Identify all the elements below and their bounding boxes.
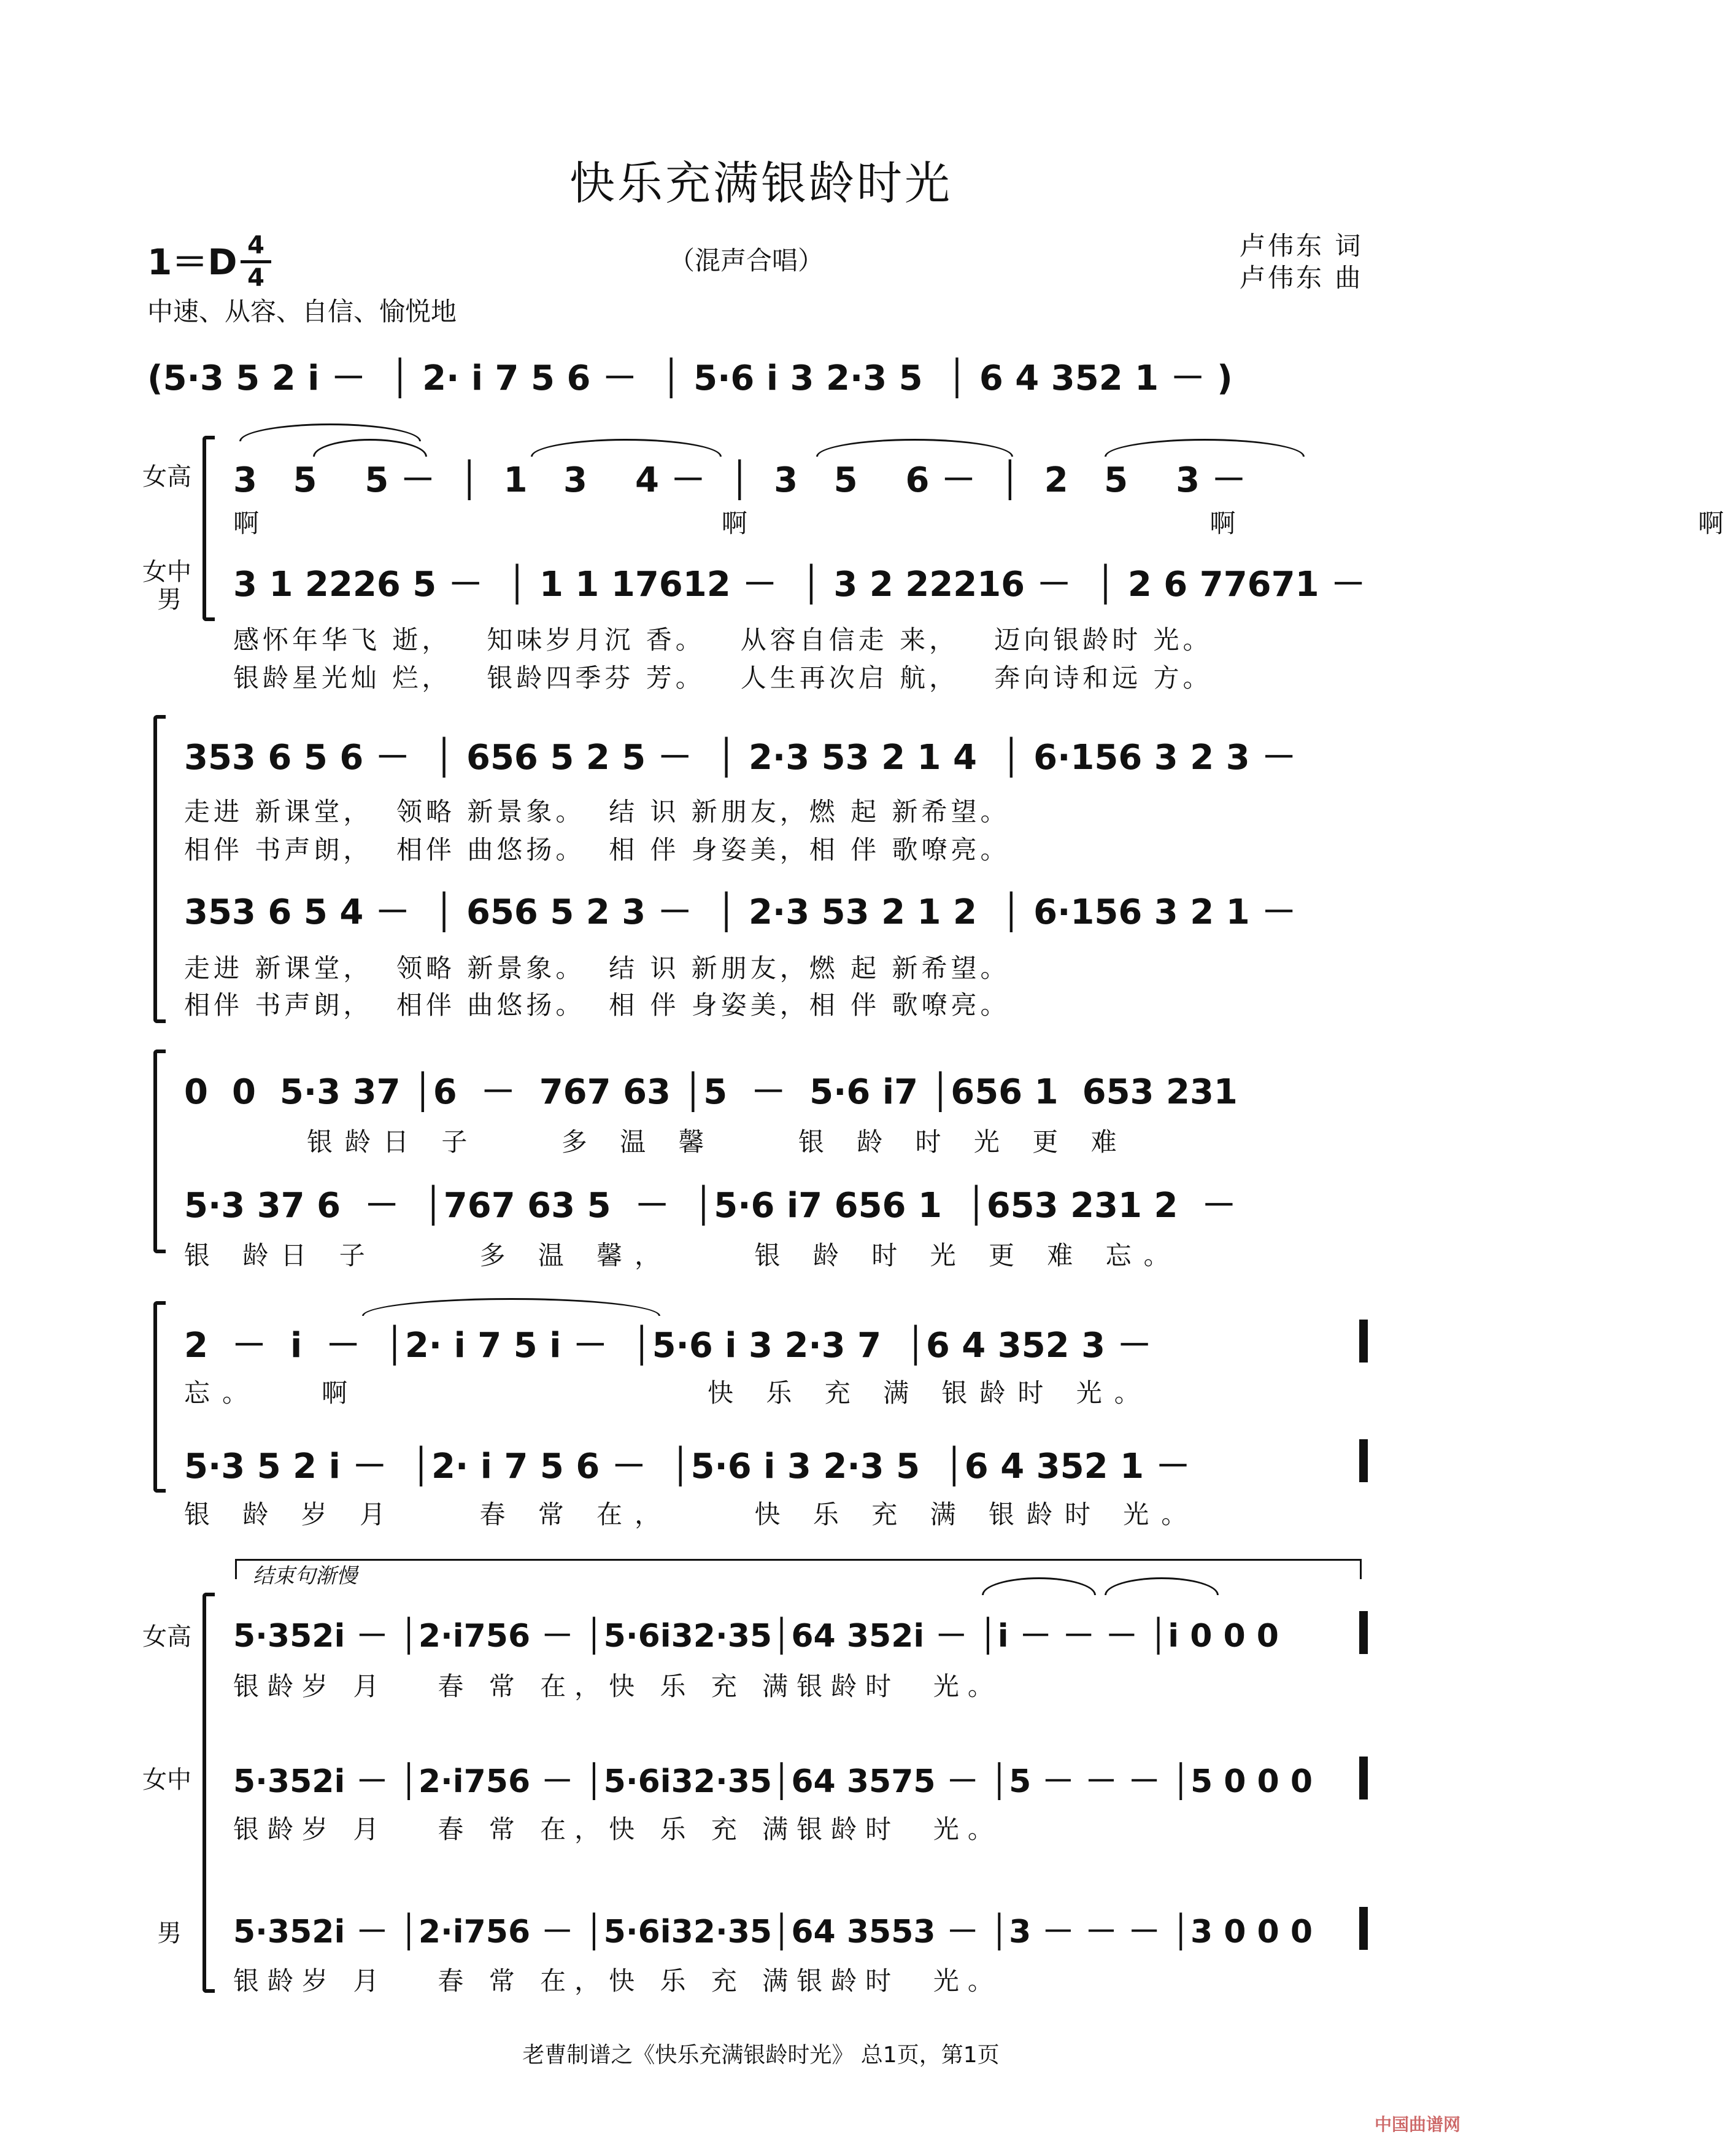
system1-lyrics-verse2: 银龄星光灿 烂， 银龄四季芬 芳。 人生再次启 航， 奔向诗和远 方。 <box>233 663 1213 693</box>
ritardando-label: 结束句渐慢 <box>253 1564 357 1588</box>
ritardando-bracket <box>235 1559 1362 1579</box>
system2-bottom-notes: 353 6 5 4 － │ 656 5 2 3 － │ 2·3 53 2 1 2 │ 6·156 3 2 1 － <box>184 892 1297 932</box>
repeat-end-barline <box>1359 1320 1368 1363</box>
system3-top-notes: 0 0 5·3 37 │6 － 767 63 │5 － 5·6 i7 │656 1 653 231 <box>184 1072 1238 1112</box>
time-signature <box>241 232 271 292</box>
part-label-soprano: 女高 <box>142 463 191 491</box>
tempo-marking: 中速、从容、自信、愉悦地 <box>147 296 457 327</box>
slur <box>362 1298 660 1316</box>
system4-bottom-notes: 5·3 5 2 i － │2· i 7 5 6 － │5·6 i 3 2·3 5 │6 4 352 1 － <box>184 1447 1190 1486</box>
system4-top-notes: 2 － i － │2· i 7 5 i － │5·6 i 3 2·3 7 │6 4 352 3 － <box>184 1326 1152 1366</box>
repeat-end-barline <box>1359 1439 1368 1482</box>
slur <box>239 423 421 441</box>
system2-top-notes: 353 6 5 6 － │ 656 5 2 5 － │ 2·3 53 2 1 4 │ 6·156 3 2 3 － <box>184 738 1297 778</box>
coda-alto-lyrics: 银龄岁 月 春 常 在，快 乐 充 满银龄时 光。 <box>233 1814 1002 1844</box>
slur <box>1105 1577 1219 1595</box>
score-title: 快乐充满银龄时光 <box>569 157 952 210</box>
coda-soprano-lyrics: 银龄岁 月 春 常 在，快 乐 充 满银龄时 光。 <box>233 1671 1002 1701</box>
system2-top-lyrics-verse2: 相伴 书声朗， 相伴 曲悠扬。 相 伴 身姿美，相 伴 歌嘹亮。 <box>184 835 1010 865</box>
system2-bottom-lyrics-verse2: 相伴 书声朗， 相伴 曲悠扬。 相 伴 身姿美，相 伴 歌嘹亮。 <box>184 990 1010 1020</box>
final-barline <box>1359 1611 1368 1654</box>
system1-top-lyrics: 啊 啊 啊 啊 <box>233 508 1736 538</box>
coda-male-notes: 5·352i － │2·i756 － │5·6i32·35│64 3553 － │3 － － － │3 0 0 0 <box>233 1914 1313 1950</box>
genre-label: （混声合唱） <box>669 245 824 276</box>
intro-notes: (5·3 5 2 i － │ 2· i 7 5 6 － │ 5·6 i 3 2·3 5 │ 6 4 352 1 － ) <box>147 358 1233 398</box>
part-label-coda-soprano: 女高 <box>142 1623 191 1651</box>
meter-top: 4 <box>247 231 264 260</box>
slur <box>816 439 1013 457</box>
lyricist-credit: 卢伟东 词 <box>1240 231 1364 261</box>
system3-bottom-lyrics: 银 龄日 子 多 温 馨， 银 龄 时 光 更 难 忘。 <box>184 1240 1182 1270</box>
slur <box>982 1577 1096 1595</box>
part-label-coda-alto: 女中 <box>142 1766 191 1794</box>
system2-bottom-lyrics-verse1: 走进 新课堂， 领略 新景象。 结 识 新朋友，燃 起 新希望。 <box>184 953 1010 983</box>
final-barline <box>1359 1757 1368 1799</box>
final-barline <box>1359 1907 1368 1950</box>
system2-top-lyrics-verse1: 走进 新课堂， 领略 新景象。 结 识 新朋友，燃 起 新希望。 <box>184 797 1010 827</box>
coda-male-lyrics: 银龄岁 月 春 常 在，快 乐 充 满银龄时 光。 <box>233 1966 1002 1996</box>
part-label-alto: 女中 <box>142 558 191 586</box>
slur <box>313 439 427 457</box>
part-label-male: 男 <box>157 586 182 614</box>
system-brace <box>203 1593 215 1993</box>
system-brace <box>153 715 166 1023</box>
slur <box>1105 439 1305 457</box>
slur <box>531 439 722 457</box>
system1-top-notes: 3 5 5 － │ 1 3 4 － │ 3 5 6 － │ 2 5 3 － <box>233 460 1246 500</box>
meter-bottom: 4 <box>247 264 264 292</box>
system-brace <box>203 436 215 621</box>
coda-soprano-notes: 5·352i － │2·i756 － │5·6i32·35│64 352i － │i － － － │i 0 0 0 <box>233 1618 1279 1655</box>
watermark-logo: 中国曲谱网 <box>1375 2114 1461 2135</box>
key-signature: 1＝D <box>147 241 237 283</box>
page-footer: 老曹制谱之《快乐充满银龄时光》 总1页，第1页 <box>522 2043 1000 2068</box>
coda-alto-notes: 5·352i － │2·i756 － │5·6i32·35│64 3575 － │5 － － － │5 0 0 0 <box>233 1763 1313 1800</box>
system4-top-lyrics: 忘。 啊 快 乐 充 满 银龄时 光。 <box>184 1378 1152 1408</box>
system3-top-lyrics: 银龄日 子 多 温 馨 银 龄 时 光 更 难 <box>307 1127 1129 1157</box>
composer-credit: 卢伟东 曲 <box>1240 263 1364 293</box>
system-brace <box>153 1049 166 1253</box>
system3-bottom-notes: 5·3 37 6 － │767 63 5 － │5·6 i7 656 1 │653 231 2 － <box>184 1186 1236 1226</box>
system4-bottom-lyrics: 银 龄 岁 月 春 常 在， 快 乐 充 满 银龄时 光。 <box>184 1499 1200 1529</box>
system1-bottom-notes: 3 1 2226 5 － │ 1 1 17612 － │ 3 2 22216 － │ 2 6 77671 － <box>233 565 1366 605</box>
system-brace <box>153 1301 166 1493</box>
system1-lyrics-verse1: 感怀年华飞 逝， 知味岁月沉 香。 从容自信走 来， 迈向银龄时 光。 <box>233 625 1213 655</box>
part-label-coda-male: 男 <box>157 1919 182 1947</box>
meter-divider <box>241 260 271 263</box>
